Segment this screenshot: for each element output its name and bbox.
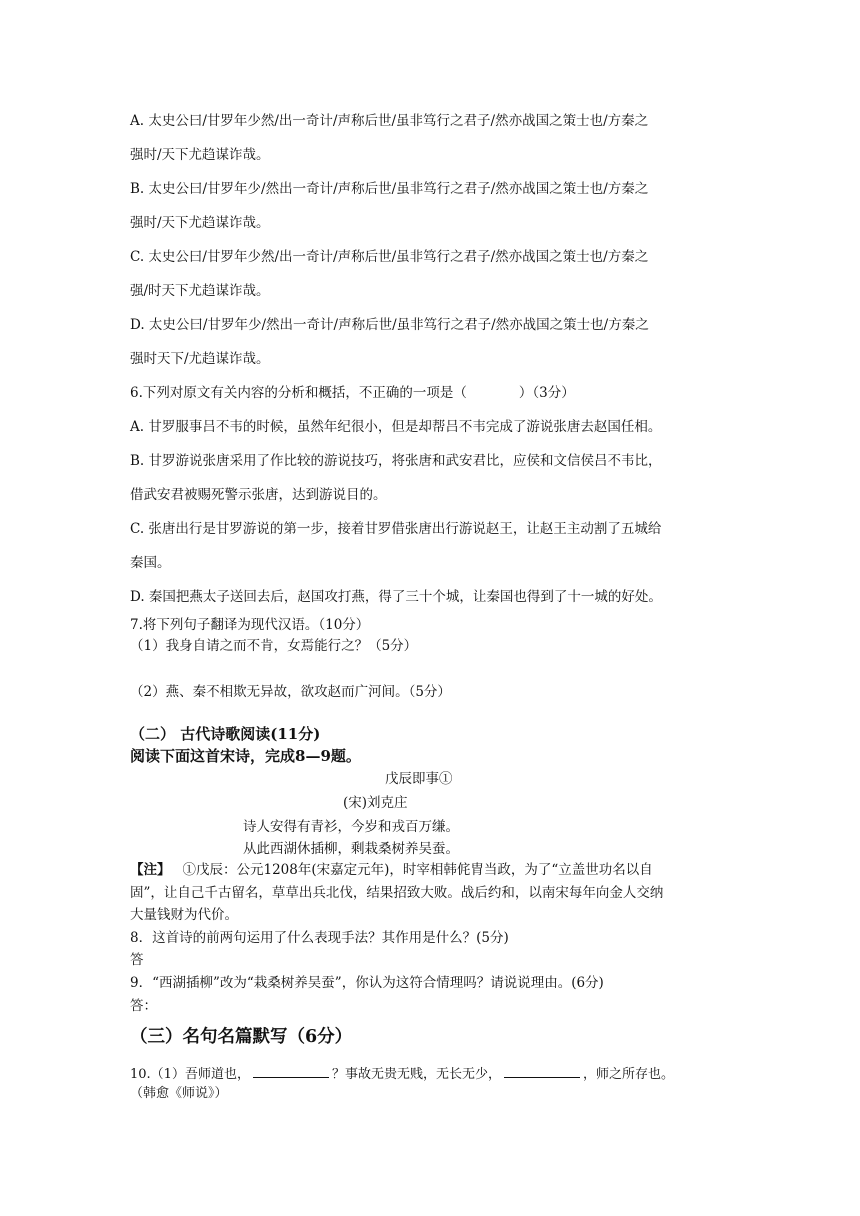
q6-stem-text: 6.下列对原文有关内容的分析和概括，不正确的一项是（ [130, 385, 467, 401]
section-2-heading: （二） 古代诗歌阅读(11分) [130, 725, 321, 743]
note-label: 【注】 [130, 862, 171, 878]
section-3-heading: （三）名句名篇默写（6分） [130, 1027, 353, 1047]
q5-option-d-line1: D. 太史公曰/甘罗年少/然出一奇计/声称后世/虽非笃行之君子/然亦战国之策士也/方秦之 [130, 317, 649, 333]
q6-option-d: D. 秦国把燕太子送回去后，赵国攻打燕，得了三十个城，让秦国也得到了十一城的好处。 [130, 589, 662, 605]
q5-option-b-line2: 强时/天下尤趋谋诈哉。 [130, 215, 270, 231]
note-line-3: 大量钱财为代价。 [130, 907, 238, 923]
q10-prefix: 10.（1）吾师道也， [130, 1067, 250, 1082]
poem-title: 戊辰即事① [385, 771, 453, 787]
q10-source: （韩愈《师说》） [130, 1086, 228, 1101]
q9-stem: 9．“西湖插柳”改为“栽桑树养吴蚕”，你认为这符合情理吗？请说说理由。(6分) [130, 975, 604, 991]
note-text-1: ①戊辰：公元1208年(宋嘉定元年)，时宰相韩侂胄当政，为了“立盖世功名以自 [182, 862, 653, 878]
q10-line [130, 1064, 674, 1084]
q5-option-c-line1: C. 太史公曰/甘罗年少然/出一奇计/声称后世/虽非笃行之君子/然亦战国之策士也/方秦之 [130, 249, 649, 265]
q6-option-c-line2: 秦国。 [130, 555, 171, 571]
q9-answer-label: 答： [130, 998, 157, 1014]
q6-score: ）（3分） [518, 385, 575, 401]
q10-suffix: ，师之所存也。 [582, 1067, 674, 1082]
q7-stem: 7.将下列句子翻译为现代汉语。（10分） [130, 617, 370, 633]
note-line-1 [130, 861, 653, 879]
q6-option-b-line1: B. 甘罗游说张唐采用了作比较的游说技巧，将张唐和武安君比，应侯和文信侯吕不韦比， [130, 453, 662, 469]
note-line-2: 固”，让自己千古留名，草草出兵北伐，结果招致大败。战后约和，以南宋每年向金人交纳 [130, 885, 664, 901]
q7-sentence-2: （2）燕、秦不相欺无异故，欲攻赵而广河间。（5分） [130, 684, 451, 700]
q5-option-c-line2: 强/时天下尤趋谋诈哉。 [130, 283, 270, 299]
q5-option-a-line2: 强时/天下尤趋谋诈哉。 [130, 147, 270, 163]
q6-option-b-line2: 借武安君被赐死警示张唐，达到游说目的。 [130, 487, 387, 503]
q8-stem: 8．这首诗的前两句运用了什么表现手法？其作用是什么？(5分) [130, 930, 509, 946]
poem-author: (宋)刘克庄 [343, 795, 408, 811]
q10-blank-2[interactable] [504, 1064, 580, 1078]
q10-middle: ？事故无贵无贱，无长无少， [331, 1067, 501, 1082]
q10-blank-1[interactable] [253, 1064, 329, 1078]
q5-option-d-line2: 强时天下/尤趋谋诈哉。 [130, 351, 270, 367]
poem-line-2: 从此西湖休插柳，剩栽桑树养吴蚕。 [243, 841, 459, 857]
q6-option-c-line1: C. 张唐出行是甘罗游说的第一步，接着甘罗借张唐出行游说赵王，让赵王主动割了五城给 [130, 521, 662, 537]
poem-line-1: 诗人安得有青衫，今岁和戎百万缣。 [243, 819, 459, 835]
q8-answer-label: 答 [130, 952, 144, 968]
section-2-instruction: 阅读下面这首宋诗，完成8—9题。 [130, 747, 361, 765]
q6-option-a: A. 甘罗服事吕不韦的时候，虽然年纪很小，但是却帮吕不韦完成了游说张唐去赵国任相。 [130, 419, 662, 435]
q5-option-b-line1: B. 太史公曰/甘罗年少/然出一奇计/声称后世/虽非笃行之君子/然亦战国之策士也/方秦之 [130, 181, 649, 197]
q5-option-a-line1: A. 太史公曰/甘罗年少然/出一奇计/声称后世/虽非笃行之君子/然亦战国之策士也/方秦之 [130, 113, 649, 129]
q7-sentence-1: （1）我身自请之而不肯，女焉能行之？（5分） [130, 638, 418, 654]
q6-stem [130, 384, 575, 402]
